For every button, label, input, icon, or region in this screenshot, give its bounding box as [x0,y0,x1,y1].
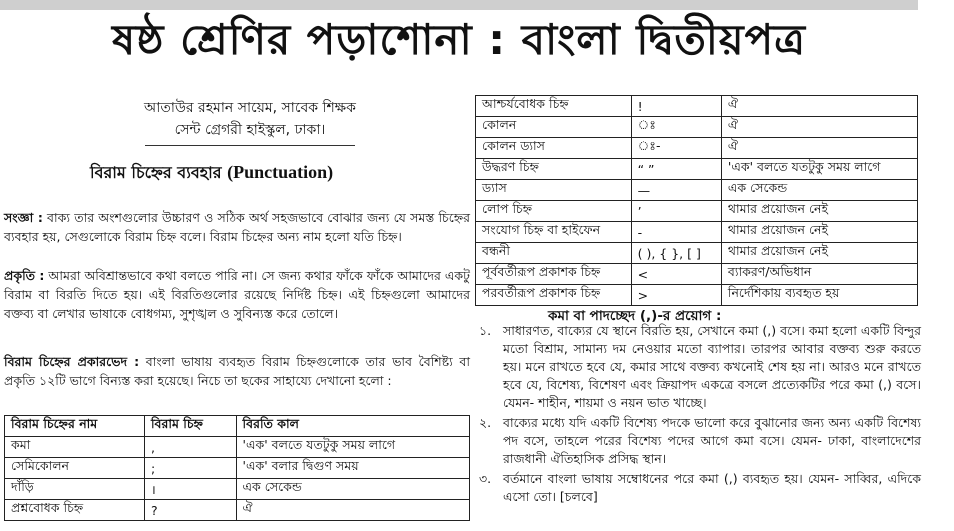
cell-pause: ঐ [721,96,917,117]
cell-name: উদ্ধরণ চিহ্ন [476,159,632,180]
cell-pause: 'এক' বলার দ্বিগুণ সময় [236,458,469,479]
author-divider [145,145,355,146]
cell-pause: 'এক' বলতে যতটুকু সময় লাগে [236,437,469,458]
table-row [5,437,470,458]
cell-mark: , [144,437,236,458]
nature-text: আমরা অবিশ্রান্তভাবে কথা বলতে পারি না। সে জন্য কথার ফাঁকে ফাঁকে আমাদের একটু বিরাম বা বিরতি দিতে হয়। এই বিরতিগুলোর রয়েছে নির্দিষ্ট চিহ্ন। এই চিহ্নগুলো আমাদের বক্তব্য বা লেখার ভাষাকে বোধগম্য, সুশৃঙ্খল ও সুবিন্যস্ত করে তোলে। [4,268,470,321]
table-row [476,285,918,306]
list-item [475,470,921,506]
list-item [475,322,921,412]
table-row [476,180,918,201]
header-name: বিরাম চিহ্নের নাম [5,416,145,437]
cell-name: প্রশ্নবোধক চিহ্ন [5,500,145,521]
cell-mark: ! [631,96,721,117]
cell-name: বন্ধনী [476,243,632,264]
cell-mark: - [631,222,721,243]
table-row [476,117,918,138]
cell-pause: নির্দেশিকায় ব্যবহৃত হয় [721,285,917,306]
cell-name: পরবর্তীরূপ প্রকাশক চিহ্ন [476,285,632,306]
header-pause: বিরতি কাল [236,416,469,437]
cell-pause: এক সেকেন্ড [721,180,917,201]
cell-name: দাঁড়ি [5,479,145,500]
cell-name: কোলন [476,117,632,138]
cell-name: সেমিকোলন [5,458,145,479]
cell-mark: — [631,180,721,201]
nature-paragraph [4,266,470,323]
punctuation-table-2 [475,95,918,306]
cell-name: পূর্ববর্তীরূপ প্রকাশক চিহ্ন [476,264,632,285]
cell-mark: ( ), { }, [ ] [631,243,721,264]
cell-pause: থামার প্রয়োজন নেই [721,222,917,243]
cell-name: কমা [5,437,145,458]
list-item-text: বাক্যের মধ্যে যদি একটি বিশেষ্য পদকে ভালো করে বুঝানোর জন্য অন্য একটি বিশেষ্য পদ বসে, তাহলে পরের বিশেষ্য পদের আগে কমা বসে। যেমন- ঢাকা, বাংলাদেশের রাজধানী ঐতিহাসিক প্রসিদ্ধ স্থান। [503,415,921,466]
top-bar [0,0,918,10]
list-item-number: ৩. [479,471,492,486]
cell-mark: ’ [631,201,721,222]
section-title [90,160,390,187]
cell-name: আশ্চর্যবোধক চিহ্ন [476,96,632,117]
cell-mark: ? [144,500,236,521]
cell-mark: ঃ [631,117,721,138]
list-item [475,414,921,468]
cell-mark: । [144,479,236,500]
cell-name: ড্যাস [476,180,632,201]
cell-name: সংযোগ চিহ্ন বা হাইফেন [476,222,632,243]
header-mark: বিরাম চিহ্ন [144,416,236,437]
table-row [476,96,918,117]
cell-name: লোপ চিহ্ন [476,201,632,222]
cell-mark: ঃ- [631,138,721,159]
definition-label: সংজ্ঞা : [4,210,43,225]
table-row [476,243,918,264]
cell-mark: < [631,264,721,285]
author-block [100,97,400,146]
cell-mark: “ ” [631,159,721,180]
nature-label: প্রকৃতি : [4,268,45,283]
definition-paragraph [4,208,470,246]
table-row [476,222,918,243]
cell-mark: > [631,285,721,306]
cell-name: কোলন ড্যাস [476,138,632,159]
cell-pause: ঐ [236,500,469,521]
page-title: ষষ্ঠ শ্রেণির পড়াশোনা : বাংলা দ্বিতীয়পত্র [111,15,807,64]
table-row [476,159,918,180]
types-paragraph [4,352,470,390]
table-row [476,201,918,222]
list-item-number: ১. [479,323,492,338]
cell-pause: থামার প্রয়োজন নেই [721,243,917,264]
table-row [5,458,470,479]
author-name: আতাউর রহমান সায়েম, সাবেক শিক্ষক [144,100,356,116]
cell-pause: থামার প্রয়োজন নেই [721,201,917,222]
cell-pause: ঐ [721,138,917,159]
types-label: বিরাম চিহ্নের প্রকারভেদ : [4,354,140,369]
table-row [476,264,918,285]
list-item-text: বর্তমানে বাংলা ভাষায় সম্বোধনের পরে কমা (,) ব্যবহৃত হয়। যেমন- সাব্বির, এদিকে এসো তো। [চলবে] [503,471,921,504]
list-item-text: সাধারণত, বাক্যের যে স্থানে বিরতি হয়, সেখানে কমা (,) বসে। কমা হলো একটি বিন্দুর মতো বিশ্রাম, সামান্য দম নেওয়ার মতো ব্যাপার। তারপর আবার বক্তব্য শুরু করতে হয়। মনে রাখতে হবে যে, কমার সাথে বক্তব্য কখনোই শেষ হয় না। আরও মনে রাখতে হবে যে, বিশেষ্য, বিশেষণ এবং ক্রিয়াপদ একত্রে বসলে প্রত্যেকটির পরে কমা (,) বসে। যেমন- শাহীন, শায়মা ও নয়ন ভাত খাচ্ছে। [503,323,921,410]
table-row [476,138,918,159]
author-school: সেন্ট গ্রেগরী হাইস্কুল, ঢাকা। [174,122,326,138]
types-text: বাংলা ভাষায় ব্যবহৃত বিরাম চিহ্নগুলোকে তার ভাব বৈশিষ্ট্য বা প্রকৃতি ১২টি ভাগে বিন্যস্ত করা হয়েছে। নিচে তা ছকের সাহায্যে দেখানো হলো : [4,354,470,388]
list-item-number: ২. [479,415,492,430]
table-row [5,479,470,500]
comma-usage-title: কমা বা পাদচ্ছেদ (,)-র প্রয়োগ : [548,308,722,324]
cell-pause: 'এক' বলতে যতটুকু সময় লাগে [721,159,917,180]
section-title-en: (Punctuation) [227,162,334,182]
cell-pause: ব্যাকরণ/অভিধান [721,264,917,285]
definition-text: বাক্য তার অংশগুলোর উচ্চারণ ও সঠিক অর্থ সহজভাবে বোঝার জন্য যে সমস্ত চিহ্নের ব্যবহার হয়, সেগুলোকে বিরাম চিহ্ন বলে। বিরাম চিহ্নের অন্য নাম হলো যতি চিহ্ন। [4,210,470,244]
comma-usage-list [475,322,921,508]
punctuation-table-1 [4,415,470,521]
section-title-bn: বিরাম চিহ্নের ব্যবহার [90,163,228,182]
cell-pause: এক সেকেন্ড [236,479,469,500]
table-row [5,500,470,521]
table-header-row [5,416,470,437]
cell-mark: ; [144,458,236,479]
cell-pause: ঐ [721,117,917,138]
